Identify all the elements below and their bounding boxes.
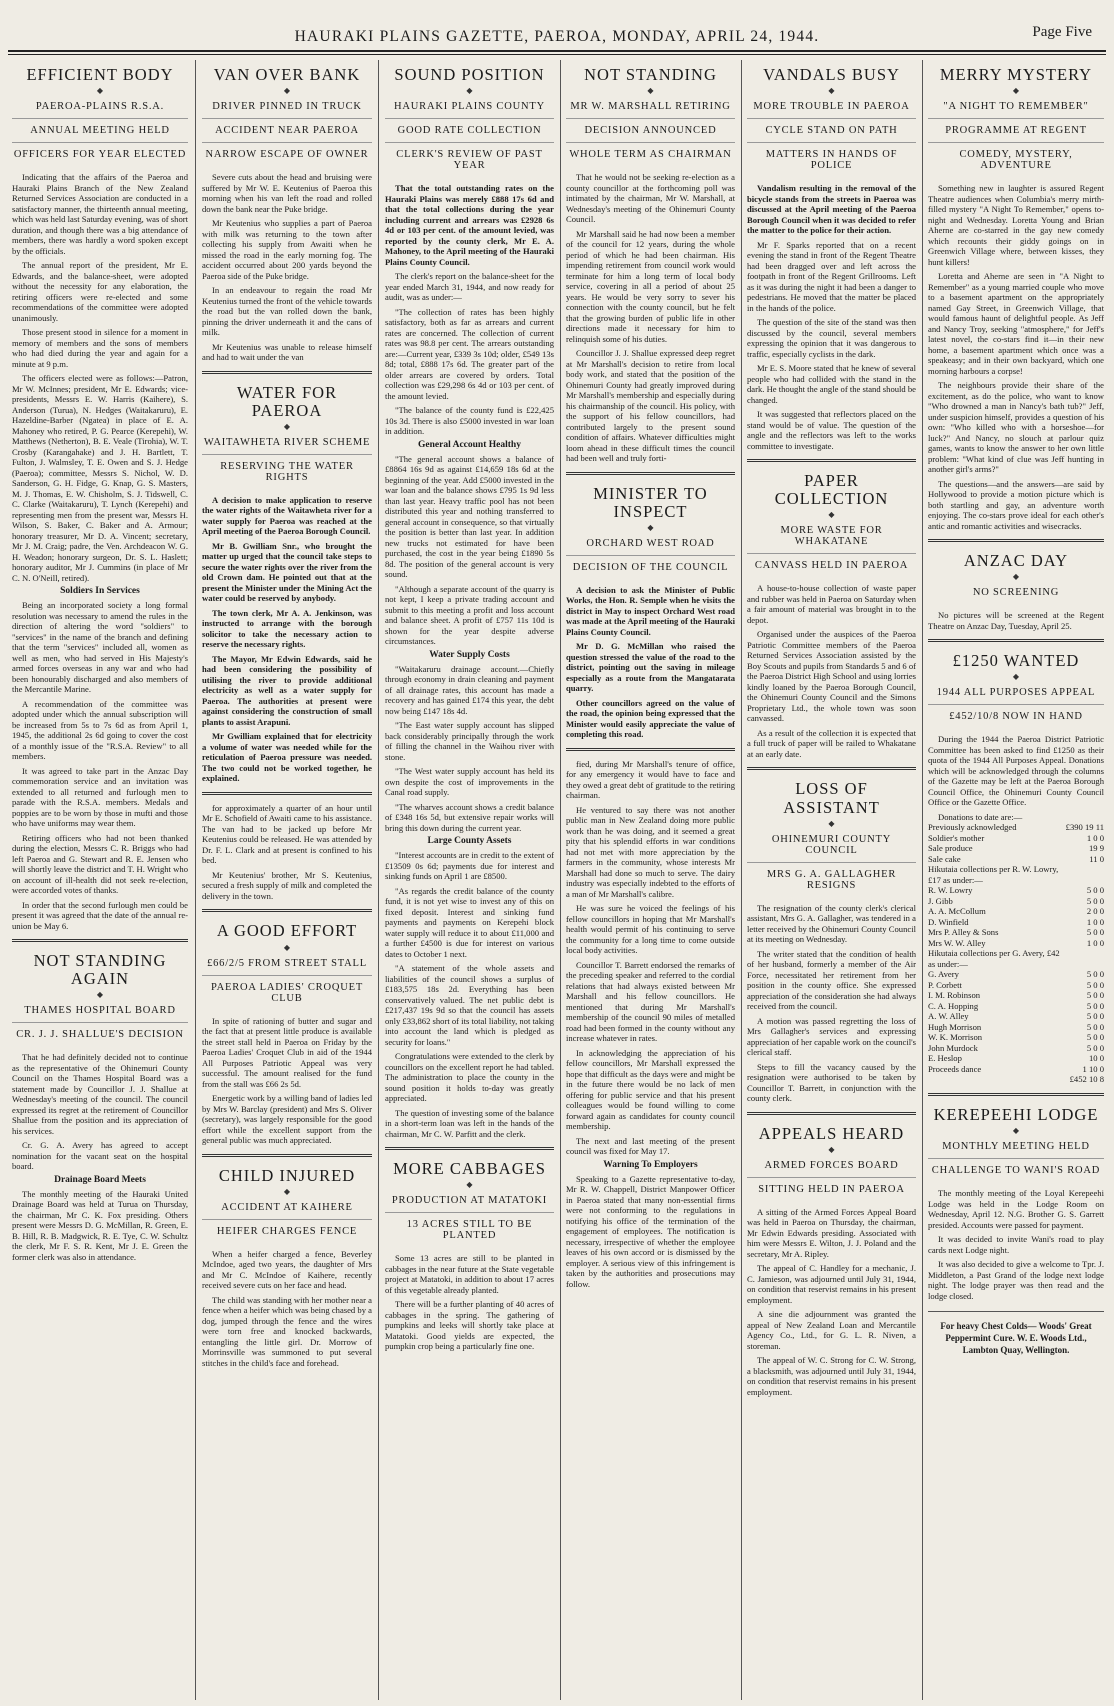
section-heading: Large County Assets (427, 836, 512, 847)
paragraph: A house-to-house collection of waste paper and rubber was held in Paeroa on Saturday when a fair amount of material was brought in to the depot. (747, 583, 916, 625)
paragraph: Cr. G. A. Avery has agreed to accept nomination for the vacant seat on the hospital board. (12, 1140, 188, 1172)
donor-name: Proceeds dance (928, 1063, 982, 1074)
table-row (928, 854, 1104, 865)
paragraph: In an endeavour to regain the road Mr Keutenius turned the front of the vehicle towards the road but the van rolled down the bank, pinning the driver underneath it and the cans of milk. (202, 285, 372, 338)
paragraph: When a heifer charged a fence, Beverley McIndoe, aged two years, the daughter of Mrs and Mr C. McIndoe of Kaihere, recently received severe cuts on her face and head. (202, 1248, 372, 1291)
donation-amount: 5 0 0 (1086, 1000, 1104, 1011)
paragraph: Those present stood in silence for a moment in memory of members and the sons of members who had died during the year and again for a minute at 9 p.m. (12, 327, 188, 369)
paragraph: Energetic work by a willing band of ladies led by Mrs W. Barclay (president) and Mrs S. Oliver (secretary), was largely responsible for the good effort while the excellent support from the general public was much appreciated. (202, 1093, 372, 1146)
paragraph: The monthly meeting of the Loyal Kerepeehi Lodge was held in the Lodge Room on Wednesday, April 12. N.G. Brother G. S. Garrett presided. Accounts were passed for payment. (928, 1188, 1104, 1230)
masthead-rule-thin (8, 54, 1106, 55)
paragraph: The question of investing some of the balance in a short-term loan was left in the hands of the chairman, Mr C. W. Parfitt and the clerk. (385, 1107, 554, 1139)
table-row (928, 1001, 1104, 1012)
ornament: ◆ (466, 86, 473, 96)
paragraph: The next and last meeting of the present council was fixed for May 17. (566, 1135, 735, 1157)
article-separator (747, 1112, 916, 1119)
donor-name: C. A. Hopping (928, 1000, 979, 1011)
subhead: DECISION ANNOUNCED (566, 125, 735, 143)
subhead: CLERK'S REVIEW OF PAST YEAR (396, 149, 543, 172)
subhead: ORCHARD WEST ROAD (566, 538, 735, 556)
paragraph: A decision to make application to reserve the water rights of the Waitawheta river for a water supply for Paeroa was reached at the April meeting of the Paeroa Borough Council. (202, 494, 372, 537)
donation-amount: 5 0 0 (1086, 1021, 1104, 1032)
paragraph: Mr Keutenius' brother, Mr S. Keutenius, secured a fresh supply of milk and completed the delivery in the town. (202, 869, 372, 901)
paragraph: "The East water supply account has slipped back considerably principally through the work of filling the channel in the Waihou river with stone. (385, 720, 554, 762)
donation-amount: 19 9 (1088, 843, 1104, 854)
headline: NOT STANDING AGAIN (33, 951, 167, 989)
donor-name: Hikutaia collections per R. W. Lowry, £17 as under:— (928, 864, 1059, 885)
subhead: HAURAKI PLAINS COUNTY (385, 101, 554, 119)
paragraph: The question of the site of the stand was then discussed by the council, several members expressing the opinion that it was dangerous to traffic, especially cyclists in the dark. (747, 317, 916, 359)
paragraph: It was also decided to give a welcome to Tpr. J. Middleton, a Past Grand of the lodge next lodge night. The lodge prayer was then read and the lodge closed. (928, 1259, 1104, 1301)
donor-name: E. Heslop (928, 1053, 962, 1064)
table-row (928, 885, 1104, 896)
donation-amount: 1 0 0 (1086, 937, 1104, 948)
paragraph: "The wharves account shows a credit balance of £348 16s 5d, but extensive repair works will bring this down during the current year. (385, 801, 554, 833)
subhead: MORE TROUBLE IN PAEROA (747, 101, 916, 119)
paragraph: Councillor T. Barrett endorsed the remarks of the preceding speaker and referred to the cordial relations that had always existed between Mr Marshall and his fellow councillors. He mentioned that during Mr Marshall's membership of the council 90 miles of metalled road had been formed in the county without any increase whatever in rates. (566, 959, 735, 1044)
table-row (928, 843, 1104, 854)
table-row (928, 948, 1104, 969)
subhead: DRIVER PINNED IN TRUCK (202, 101, 372, 119)
donor-name: A. W. Alley (928, 1011, 969, 1022)
subhead: CYCLE STAND ON PATH (747, 125, 916, 143)
article-separator (202, 792, 372, 799)
paragraph: A sine die adjournment was granted the appeal of New Zealand Loan and Mercantile Agency Co., Ltd., for G. L. R. Niven, a storeman. (747, 1309, 916, 1351)
ornament: ◆ (1012, 672, 1020, 682)
donor-name: W. K. Morrison (928, 1032, 983, 1043)
table-row (928, 1043, 1104, 1054)
donation-amount: 1 10 0 (1082, 1063, 1104, 1074)
table-row (928, 927, 1104, 938)
paragraph: A sitting of the Armed Forces Appeal Board was held in Paeroa on Thursday, the chairman, Mr Edwin Edwards presiding. Associated with him were Messrs E. Wilton, J. J. Poland and the secretary, Mr A. Ripley. (747, 1206, 916, 1259)
paragraph: The child was standing with her mother near a fence when a heifer which was being chased by a dog, jumped through the fence and the wires were torn free and knocked backwards, entangling the little girl. Dr. Morrow of Morrinsville was summoned to put several stitches in the child's face and forehead. (202, 1294, 372, 1368)
donation-amount: 2 0 0 (1086, 906, 1104, 917)
paragraph: There will be a further planting of 40 acres of cabbages in the spring. The gathering of pumpkins and leeks will shortly take place at Matatoki. Good yields are expected, the pumpkin crop being a particularly fine one. (385, 1299, 554, 1352)
paragraph: In acknowledging the appreciation of his fellow councillors, Mr Marshall expressed the hope that difficult as the days were and might be in the future there would be no lack of men offering for public service and that his present colleagues would be found willing to come forward again as candidates for county council membership. (566, 1047, 735, 1132)
paragraph: Other councillors agreed on the value of the road, the opinion being expressed that the Minister would easily appreciate the value of completing this road. (566, 697, 735, 740)
donor-name: J. Gibb (928, 895, 953, 906)
table-row (928, 1011, 1104, 1022)
section-heading: Water Supply Costs (429, 649, 510, 660)
paragraph: The writer stated that the condition of health of her husband, formerly a member of the Air Force, necessitated her retirement from her position in the county office. She expressed appreciation of the consideration she had always received from the council. (747, 948, 916, 1012)
table-row (928, 1064, 1104, 1075)
headline: CHILD INJURED (218, 1165, 356, 1185)
donor-name: John Murdock (928, 1042, 978, 1053)
subhead: DECISION OF THE COUNCIL (572, 561, 729, 573)
paragraph: The annual report of the president, Mr E. Edwards, and the balance-sheet, were adopted without the necessity for any elaboration, the retiring officers were re-elected and some recommendations of the committee were adopted unanimously. (12, 260, 188, 323)
table-row (928, 917, 1104, 928)
paragraph: The Mayor, Mr Edwin Edwards, said he had been considering the possibility of utilising the river to provide additional electricity as well as a water supply for Paeroa. The authorities at present were against considering the construction of small plants to assist Arapuni. (202, 653, 372, 727)
subhead: CR. J. J. SHALLUE'S DECISION (16, 1029, 184, 1041)
paragraph: "As regards the credit balance of the county fund, it is not yet wise to invest any of this on fixed deposit. Interest and sinking fund payments and payments on Kerepehi block water supply will reduce it to about £11,000 and a further £4500 is due for interest on various dates to October 1 next. (385, 885, 554, 959)
table-row (928, 864, 1104, 885)
column-divider (922, 60, 923, 1700)
subhead: SITTING HELD IN PAEROA (758, 1183, 905, 1195)
donation-amount: 5 0 0 (1086, 927, 1104, 938)
masthead-rule (8, 50, 1106, 52)
paragraph: Congratulations were extended to the clerk by councillors on the excellent report he had tabled. The administration to place the county in the sound position it holds to-day was greatly appreciated. (385, 1051, 554, 1104)
paragraph: Organised under the auspices of the Paeroa Patriotic Committee members of the Paeroa Returned Services Association assisted by the Boy Scouts and pupils from Standards 5 and 6 of the Paeroa District High School and using lorries kindly loaned by the Paeroa Borough Council, the Ohinemuri County Council and the Simons Proprietary Ltd., the whole town was soon canvassed. (747, 629, 916, 724)
headline: NOT STANDING (584, 65, 717, 84)
headline: A GOOD EFFORT (216, 921, 358, 941)
subhead: NO SCREENING (972, 587, 1060, 599)
paragraph: Retiring officers who had not been thanked during the election, Messrs C. R. Briggs who had left Paeroa and G. Stewart and R. E. Jensen who will shortly leave the district and T. H. Wright who on account of ill-health did not seek re-election, were accorded votes of thanks. (12, 832, 188, 896)
subhead: COMEDY, MYSTERY, ADVENTURE (959, 149, 1073, 172)
donation-amount: 5 0 0 (1086, 895, 1104, 906)
article-separator (385, 1147, 554, 1154)
headline: MORE CABBAGES (393, 1159, 546, 1179)
subhead: NARROW ESCAPE OF OWNER (205, 149, 369, 161)
section-heading: Warning To Employers (603, 1159, 698, 1170)
donation-amount: 5 0 0 (1086, 1042, 1104, 1053)
ornament: ◆ (283, 86, 291, 96)
paragraph: Mr B. Gwilliam Snr., who brought the matter up urged that the council take steps to secure the water rights over the river from the old Crown dam. He pointed out that at the present the Minister under the Mining Act the water could be reserved by anybody. (202, 540, 372, 604)
donation-amount: 5 0 0 (1086, 990, 1104, 1001)
page-number: Page Five (1032, 24, 1092, 40)
paragraph: The town clerk, Mr A. A. Jenkinson, was instructed to arrange with the borough solicitor to take the necessary action to reserve the necessary rights. (202, 607, 372, 650)
paragraph: The appeal of C. Handley for a mechanic, J. C. Jamieson, was adjourned until July 31, 1944, on condition that reservist remains in his present employment. (747, 1263, 916, 1305)
paragraph: A motion was passed regretting the loss of Mrs Gallagher's services and expressing appreciation of her capable work on the council's clerical staff. (747, 1015, 916, 1058)
donor-name: I. M. Robinson (928, 990, 981, 1001)
donor-name: Sale cake (928, 853, 961, 864)
paragraph: That he would not be seeking re-election as a county councillor at the forthcoming poll was intimated by the chairman, Mr W. Marshall, at Wednesday's meeting of the Ohinemuri County Council. (566, 172, 735, 225)
paragraph: Loretta and Aherne are seen in "A Night to Remember" as a young married couple who move to a basement apartment on the appropriately named Gay Street, in Greenwich Village, that would famous haunt of delightful people. As Jeff and Nancy Troy, seeking "atmosphere," for Jeff's latest novel, the co-stars find it—in their new home, a basement apartment which once was a speakeasy; and in their own backyard, which one morning harbours a corpse! (928, 271, 1104, 376)
subhead: MATTERS IN HANDS OF POLICE (765, 149, 898, 172)
paragraph: He was sure he voiced the feelings of his fellow councillors in hoping that Mr Marshall's health would permit of his continuing to serve the community for a long time to come outside local body activities. (566, 903, 735, 956)
advertisement: For heavy Chest Colds— Woods' Great Peppermint Cure. W. E. Woods Ltd., Lambton Quay, Wellington. (928, 1311, 1104, 1356)
paragraph: No pictures will be screened at the Regent Theatre on Anzac Day, Tuesday, April 25. (928, 610, 1104, 631)
subhead: £66/2/5 FROM STREET STALL (202, 958, 372, 976)
section-heading: Soldiers In Services (60, 586, 140, 597)
section-heading: Drainage Board Meets (54, 1174, 146, 1185)
paragraph: Mr Keutenius who supplies a part of Paeroa with milk was returning to the town after collecting his supply from Awaiti when he missed the road in the early morning fog. The accident occurred about 200 yards beyond the Paeroa side of the Puke bridge. (202, 218, 372, 281)
paragraph: Councillor J. J. Shallue expressed deep regret at Mr Marshall's decision to retire from local body work, and stated that the position of the Ohinemuri County had greatly improved during Mr Marshall's membership and especially during his chairmanship of the council. His policy, with the support of his fellow councillors, had contributed largely to the present sound condition of affairs. Whatever difficulties might loom ahead in these difficult times the council had been well and truly forti- (566, 348, 735, 464)
subhead: £452/10/8 NOW IN HAND (949, 711, 1083, 723)
subhead: CANVASS HELD IN PAEROA (754, 560, 909, 572)
paragraph: Mr Marshall said he had now been a member of the council for 12 years, during the whole period of which he had been chairman. His impending retirement from council work would terminate for him a long term of local body service, covering in all a period of about 25 years. He would be very sorry to sever his connection with the county council, but he felt that the growing burden of public life in other directions made it necessary for him to relinquish some of his duties. (566, 228, 735, 344)
donations-table (928, 822, 1104, 1085)
donation-amount: 5 0 0 (1086, 1011, 1104, 1022)
subhead: ARMED FORCES BOARD (747, 1160, 916, 1178)
donation-amount: 5 0 0 (1086, 885, 1104, 896)
article-separator (928, 1093, 1104, 1100)
column-divider (195, 60, 196, 1700)
donor-name: Mrs P. Alley & Sons (928, 927, 999, 938)
column-5 (747, 60, 916, 1700)
column-6 (928, 60, 1104, 1700)
donor-name: D. Winfield (928, 916, 969, 927)
ornament: ◆ (1012, 86, 1020, 96)
paragraph: Steps to fill the vacancy caused by the resignation were authorised to be taken by Councillor T. Barrett, in conjunction with the county clerk. (747, 1061, 916, 1104)
paragraph: He ventured to say there was not another public man in New Zealand doing more public work than he was doing, and it seemed a great pity that his splendid efforts in war conditions had not met with more appreciation by the farmers in the community, whose interests Mr Marshall had done so much to serve. The dairy industry was especially indebted to the efforts of a man of Mr Marshall's calibre. (566, 804, 735, 899)
headline: SOUND POSITION (394, 65, 545, 84)
donor-name: Sale produce (928, 843, 973, 854)
donor-name: Hugh Morrison (928, 1021, 982, 1032)
paragraph: The clerk's report on the balance-sheet for the year ended March 31, 1944, and now ready for audit, was as under:— (385, 271, 554, 303)
paragraph: That he had definitely decided not to continue as the representative of the Ohinemuri County Council on the Thames Hospital Board was a statement made by Councillor J. J. Shallue at Wednesday's meeting of the council. The council expressed its regret at the retirement of Councillor Shallue from the position and its appreciation of his services. (12, 1052, 188, 1136)
subhead: PAEROA-PLAINS R.S.A. (12, 101, 188, 119)
ornament: ◆ (283, 421, 291, 431)
donation-amount: 10 0 (1088, 1053, 1104, 1064)
masthead-title: HAURAKI PLAINS GAZETTE, PAEROA, MONDAY, APRIL 24, 1944. (294, 28, 820, 45)
subhead: ACCIDENT NEAR PAEROA (202, 125, 372, 143)
paragraph: In spite of rationing of butter and sugar and the fact that at present little produce is available the street stall held in Paeroa on Friday by the Paeroa Ladies' Croquet Club in aid of the 1944 All Purposes Patriotic Appeal was very successful. The amount realised for the fund from the stall was £66 2s 5d. (202, 1015, 372, 1089)
table-row (928, 990, 1104, 1001)
donor-name: Hikutaia collections per G. Avery, £42 as under:— (928, 948, 1060, 969)
headline: £1250 WANTED (952, 651, 1080, 671)
donor-name: R. W. Lowry (928, 885, 973, 896)
paragraph: The neighbours provide their share of the excitement, as do the police, who want to know "Who drowned a man in Nancy's bath tub?" Jeff, under suspicion himself, provides a question of his own: "Who killed who with a horseshoe—for luck?" And Nancy, no slouch at parlour quiz games, wants to know the answer to her own little problem: "What kind of clue was Jeff hunting in another girl's arms?" (928, 380, 1104, 475)
paragraph: A decision to ask the Minister of Public Works, the Hon. R. Semple when he visits the district in May to inspect Orchard West road was made at the April meeting of the Hauraki Plains County Council. (566, 584, 735, 637)
paragraph: "The balance of the county fund is £22,425 10s 3d. There is also £5000 invested in war loan in addition. (385, 405, 554, 437)
ornament: ◆ (828, 818, 835, 828)
article-separator (202, 371, 372, 378)
paragraph: Some 13 acres are still to be planted in cabbages in the near future at the State vegetable project at Matatoki, in addition to about 17 acres of this vegetable already planted. (385, 1253, 554, 1295)
subhead: THAMES HOSPITAL BOARD (12, 1005, 188, 1023)
ornament: ◆ (647, 522, 654, 532)
masthead (0, 0, 1114, 46)
subhead: ANNUAL MEETING HELD (12, 125, 188, 143)
column-divider (741, 60, 742, 1700)
ornament: ◆ (96, 86, 104, 96)
table-row (928, 896, 1104, 907)
column-4 (566, 60, 735, 1700)
paragraph: It was decided to invite Wani's road to play cards next Lodge night. (928, 1234, 1104, 1255)
headline: WATER FOR PAEROA (236, 382, 338, 420)
subhead: MORE WASTE FOR WHAKATANE (747, 525, 916, 554)
headline: ANZAC DAY (963, 551, 1069, 571)
donation-amount (1066, 864, 1104, 885)
paragraph: That the total outstanding rates on the Hauraki Plains was merely £888 17s 6d and that the total collections during the year including current and arrears was £2928 6s 4d or 103 per cent. of the amount levied, was reported by the county clerk, Mr E. A. Mahoney, to the April meeting of the Hauraki Plains County Council. (385, 183, 554, 267)
ornament: ◆ (647, 86, 654, 96)
paragraph: It was agreed to take part in the Anzac Day commemoration service and an invitation was extended to all returned and furlough men to parade with the R.S.A. members. Medals and poppies are to be worn by those in mufti and those who have uniforms may wear them. (12, 765, 188, 829)
subhead: MR W. MARSHALL RETIRING (566, 101, 735, 119)
article-separator (928, 539, 1104, 546)
subhead: OHINEMURI COUNTY COUNCIL (747, 834, 916, 863)
paragraph: "Waitakaruru drainage account.—Chiefly through economy in drain cleaning and payment of all drainage rates, this account has made a recovery and has gained £174 this year, the debt now being £147 18s 4d. (385, 663, 554, 716)
paragraph: "The general account shows a balance of £8864 16s 9d as against £14,659 18s 6d at the beginning of the year. Add £5000 invested in the war loan and the balance shows £795 1s 9d less than last year. Heavy traffic pool has not been distributed this year and nothing transferred to general account in consequence, so that virtually the position is better than last year. In addition new trucks not estimated for have been purchased, the cost in the year being £1890 5s 8d. The position of the general account is very sound. (385, 453, 554, 580)
paragraph: The resignation of the county clerk's clerical assistant, Mrs G. A. Gallagher, was tendered in a letter received by the Ohinemuri County Council at its meeting on Wednesday. (747, 902, 916, 945)
subhead: CHALLENGE TO WANI'S ROAD (931, 1165, 1101, 1177)
article-separator (566, 748, 735, 755)
paragraph: Mr E. S. Moore stated that he knew of several people who had collided with the stand in the dark. He thought the angle of the stand should be changed. (747, 363, 916, 405)
paragraph: Mr D. G. McMillan who raised the question stressed the value of the road to the district, pointing out the saving in mileage especially as a route from the Mangatarata quarry. (566, 641, 735, 694)
subhead: 1944 ALL PURPOSES APPEAL (928, 687, 1104, 705)
paragraph: "A statement of the whole assets and liabilities of the council shows a surplus of £183,575 18s 2d. Everything has been conservatively valued. The net public debt is £217,437 19s 9d so that the council has assets only £33,862 short of its total liability, not taking into account the land which is pledged as security for loans." (385, 963, 554, 1047)
table-row (928, 1074, 1104, 1085)
ornament: ◆ (828, 1144, 835, 1154)
donor-name: Previously acknowledged (928, 822, 1017, 833)
paragraph: As a result of the collection it is expected that a full truck of paper will be railed to Whakatane at an early date. (747, 727, 916, 759)
column-1 (12, 60, 188, 1700)
table-row (928, 906, 1104, 917)
subhead: PAEROA LADIES' CROQUET CLUB (210, 981, 364, 1004)
paragraph: "The collection of rates has been highly satisfactory, both as far as arrears and current rates are concerned. The collection of current rates was 98.8 per cent. The arrears outstanding are:—Current year, £339 3s 10d; older, £549 13s 8d; total, £888 17s 6d. The greater part of the older arrears are covered by orders. Total collection was £29,298 6s 4d or 103 per cent. of the amount levied. (385, 306, 554, 401)
donation-amount: 1 0 0 (1086, 916, 1104, 927)
paragraph: Vandalism resulting in the removal of the bicycle stands from the streets in Paeroa was discussed at the April meeting of the Paeroa Borough Council when it was decided to refer the matter to the police for their action. (747, 183, 916, 236)
subhead: GOOD RATE COLLECTION (385, 125, 554, 143)
column-3 (385, 60, 554, 1700)
donation-amount: 5 0 0 (1086, 1032, 1104, 1043)
donor-name: Mrs W. W. Alley (928, 937, 986, 948)
subhead: ACCIDENT AT KAIHERE (202, 1202, 372, 1220)
ornament: ◆ (466, 1180, 473, 1190)
subhead: OFFICERS FOR YEAR ELECTED (13, 149, 187, 161)
paragraph: Severe cuts about the head and bruising were suffered by Mr W. E. Keutenius of Paeroa this morning when his van left the road and rolled down the bank near the Puke bridge. (202, 172, 372, 214)
donor-name: A. A. McCollum (928, 906, 986, 917)
paragraph: The questions—and the answers—are said by Hollywood to provide a motion picture which is both startling and gay, an adventure worth enjoying. The co-stars prove ideal for each other's antic and romantic activities and wisecracks. (928, 478, 1104, 531)
donor-name (928, 1074, 1066, 1085)
article-separator (747, 459, 916, 466)
paragraph: In order that the second furlough men could be present it was agreed that the date of the annual re-union be May 6. (12, 899, 188, 931)
paragraph: fied, during Mr Marshall's tenure of office, for any emergency it would have to face and they owed a great debt of gratitude to the retiring chairman. (566, 758, 735, 801)
table-row (928, 938, 1104, 949)
paragraph: Mr Gwilliam explained that for electricity a volume of water was needed while for the reticulation of Paeroa pressure was needed. The two could not be worked together, he explained. (202, 731, 372, 784)
article-separator (12, 939, 188, 946)
ornament: ◆ (283, 942, 291, 952)
table-row (928, 1053, 1104, 1064)
section-heading: General Account Healthy (418, 439, 521, 450)
ornament: ◆ (283, 1186, 291, 1196)
column-divider (378, 60, 379, 1700)
donation-amount (1066, 948, 1104, 969)
article-separator (928, 639, 1104, 646)
paragraph: The appeal of W. C. Strong for C. W. Strong, a blacksmith, was adjourned until July 31, 1944, on condition that reservist remains in his present employment. (747, 1355, 916, 1397)
paragraph: A recommendation of the committee was adopted under which the annual subscription will be increased from 5s to 7s 6d as from April 1, 1945, the additional 2s 6d going to cover the cost of a monthly issue of the "R.S.A. Review" to all members. (12, 698, 188, 762)
subhead: MRS G. A. GALLAGHER RESIGNS (766, 868, 897, 891)
donation-amount: £452 10 8 (1069, 1074, 1104, 1085)
subhead: MONTHLY MEETING HELD (928, 1141, 1104, 1159)
headline: LOSS OF ASSISTANT (783, 779, 880, 817)
subhead: WAITAWHETA RIVER SCHEME (202, 437, 372, 455)
headline: MERRY MYSTERY (939, 65, 1093, 84)
paragraph: for approximately a quarter of an hour until Mr E. Schofield of Awaiti came to his assistance. The van had to be jacked up before Mr Keutenius could be released. He was attended by Dr. F. L. Clark and at present is confined to his bed. (202, 802, 372, 866)
article-separator (202, 1154, 372, 1161)
donation-amount: 5 0 0 (1086, 969, 1104, 980)
donation-amount: 5 0 0 (1086, 979, 1104, 990)
headline: VANDALS BUSY (763, 65, 900, 84)
headline: MINISTER TO INSPECT (593, 483, 708, 521)
headline: VAN OVER BANK (213, 65, 361, 84)
ornament: ◆ (96, 990, 104, 1000)
paragraph: Mr Keutenius was unable to release himself and had to wait under the van (202, 341, 372, 363)
table-row (928, 969, 1104, 980)
subhead: HEIFER CHARGES FENCE (216, 1225, 358, 1237)
article-separator (747, 767, 916, 774)
headline: PAPER COLLECTION (774, 471, 889, 509)
subhead: PROGRAMME AT REGENT (928, 125, 1104, 143)
table-row (928, 822, 1104, 833)
table-row (928, 980, 1104, 991)
paragraph: Speaking to a Gazette representative to-day, Mr R. W. Chappell, District Manpower Officer in Paeroa stated that many non-essential firms were not conforming to the regulations in notifying his office of the termination of the engagement of employees. The notification is necessary, irrespective of whether the employee leaves of his own accord or is dismissed by the employer. A serious view of this infringement is taken by the authorities and prosecutions may follow. (566, 1173, 735, 1289)
subhead: RESERVING THE WATER RIGHTS (220, 460, 354, 483)
subhead: PRODUCTION AT MATATOKI (385, 1195, 554, 1213)
column-divider (560, 60, 561, 1700)
subhead: "A NIGHT TO REMEMBER" (928, 101, 1104, 119)
paragraph: The monthly meeting of the Hauraki United Drainage Board was held at Turua on Thursday, the chairman, Mr C. K. Fox presiding. Others present were Messrs D. G. McMillan, R. Green, E. B. Hill, R. B. Madgwick, R. E. Tye, C. W. Schultz the clerk, Mr F. S. R. Kent, Mr J. E. Green the former clerk was also in attendance. (12, 1188, 188, 1262)
paragraph: Mr F. Sparks reported that on a recent evening the stand in front of the Regent Theatre had been dragged over and left across the footpath in front of the Regent Grillrooms. Left as it was during the night it had been a danger to pedestrians. He moved that the matter be placed in the hands of the police. (747, 239, 916, 313)
column-2 (202, 60, 372, 1700)
paragraph: The officers elected were as follows:—Patron, Mr W. McInnes; president, Mr E. Edwards; vice-presidents, Messrs E. W. Harris (Kaihere), S. Anderson (Turua), N. Hedges (Waitakaruru), E. Hazeldine-Barber (Ngatea) in place of E. A. Mahoney who retired, P. G. Pearce (Kerepehi), W. Matthews (Netherton), B. E. Veale (Tirohia), W. T. Crosby (Karangahake) and J. H. Bartlett, T. Fulton, J. Walmsley, T. E. Owen and S. J. Hedge (Paeroa); committee, Messrs S. Nichol, W. D. Sanderson, G. H. Fidge, G. Knap, G. S. Masters, M. J. Thomas, E. W. Chisholm, S. J. Tidswell, C. C. Clarke (Waitakaruru), T. Lynch (Kerepehi) and representing men from the present war, Messrs H. Wilson, S. Baker, C. Baker and A. Armour; honorary treasurer, Mr D. A. Vincent; secretary, Mr J. M. Craig; padre, the Ven. Archdeacon W. G. H. Weadon; honorary surgeon, Dr. S. L. Haslett; honorary auditor, Mr J. Cummins (in place of Mr C. N. O'Neill, retired). (12, 373, 188, 583)
paragraph: Indicating that the affairs of the Paeroa and Hauraki Plains Branch of the New Zealand Returned Services Association are conducted in a satisfactory manner, the thirteenth annual meeting, which was held last Saturday evening, was of short duration, and though there was a big attendance of members, there was hardly a word spoken except by the officials. (12, 172, 188, 256)
table-row (928, 1032, 1104, 1043)
paragraph: During the 1944 the Paeroa District Patriotic Committee has been asked to find £1250 as their quota of the 1944 All Purposes Appeal. Donations which will be acknowledged through the columns of the Gazette may be left at the Paeroa Borough Council Office, the Ohinemuri County Council Office or the Gazette Office. (928, 734, 1104, 808)
ornament: ◆ (828, 510, 835, 520)
headline: APPEALS HEARD (758, 1123, 905, 1143)
paragraph: "The West water supply account has held its own despite the cost of improvements in the Canal road supply. (385, 766, 554, 798)
donation-amount: £390 19 11 (1065, 822, 1104, 833)
paragraph: It was suggested that reflectors placed on the stand would be of value. The question of the angle and the reflectors was left to the works committee to investigate. (747, 409, 916, 451)
donor-name: P. Corbett (928, 979, 962, 990)
ornament: ◆ (1012, 572, 1020, 582)
headline: KEREPEEHI LODGE (933, 1104, 1099, 1124)
donation-amount: 1 0 0 (1086, 832, 1104, 843)
headline: EFFICIENT BODY (26, 65, 174, 84)
paragraph: Donations to date are:— (938, 811, 1023, 822)
article-separator (202, 909, 372, 916)
table-row (928, 833, 1104, 844)
paragraph: Something new in laughter is assured Regent Theatre audiences when Columbia's merry mirth-filled mystery "A Night To Remember," opens to-night and Wednesday. Loretta Young and Brian Aherne are co-starred in the gay new comedy which recounts their giddy goings on in Greenwich Village where, between kisses, they hunt killers! (928, 183, 1104, 267)
donor-name: Soldier's mother (928, 832, 985, 843)
ornament: ◆ (1012, 1126, 1020, 1136)
paragraph: "Interest accounts are in credit to the extent of £13509 0s 6d; payments due for interest and sinking funds on April 1 are £8500. (385, 850, 554, 882)
donation-amount: 11 0 (1089, 853, 1104, 864)
table-row (928, 1022, 1104, 1033)
paragraph: Being an incorporated society a long formal resolution was necessary to amend the rules in the direction of altering the word "soldiers" to "services" in the name of the branch and defining that the term "services" included all, women as well as men, who had served in His Majesty's armed forces overseas in any war and who had been honourably discharged and also members of the Mercantile Marine. (12, 600, 188, 695)
article-separator (566, 472, 735, 479)
donor-name: G. Avery (928, 969, 959, 980)
paragraph: "Although a separate account of the quarry is not kept, I keep a private trading account and submit to this meeting a profit and loss account and balance sheet. A profit of £757 11s 10d is shown for the year despite adverse circumstances. (385, 583, 554, 647)
subhead: 13 ACRES STILL TO BE PLANTED (406, 1219, 533, 1242)
subhead: WHOLE TERM AS CHAIRMAN (569, 149, 732, 161)
ornament: ◆ (828, 86, 835, 96)
